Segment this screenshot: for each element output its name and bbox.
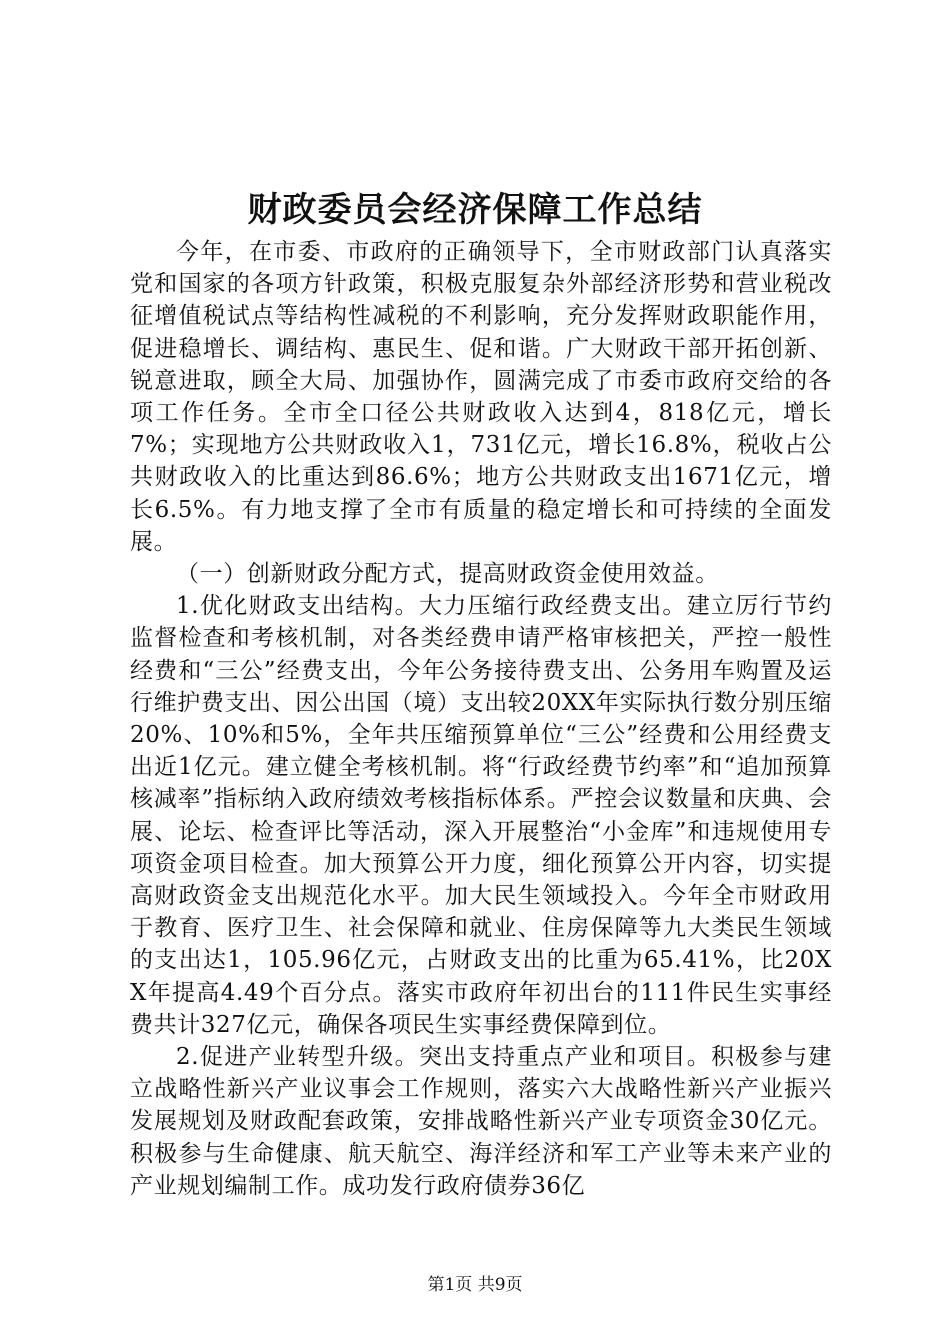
paragraph-intro: 今年，在市委、市政府的正确领导下，全市财政部门认真落实党和国家的各项方针政策，积极克服复杂外部经济形势和营业税改征增值税试点等结构性减税的不利影响，充分发挥财政职能作用，促进稳增长、调结构、惠民生、促和谐。广大财政干部开拓创新、锐意进取，顾全大局、加强协作，圆满完成了市委市政府交给的各项工作任务。全市全口径公共财政收入达到4，818亿元，增长7%；实现地方公共财政收入1，731亿元，增长16.8%，税收占公共财政收入的比重达到86.6%；地方公共财政支出1671亿元，增长6.5%。有力地支撑了全市有质量的稳定增长和可持续的全面发展。: [130, 239, 832, 555]
section-heading: （一）创新财政分配方式，提高财政资金使用效益。: [176, 561, 719, 588]
document-body: [130, 236, 832, 1202]
document-title: 财政委员会经济保障工作总结: [247, 190, 703, 230]
paragraph-item-1: 1.优化财政支出结构。大力压缩行政经费支出。建立厉行节约监督检查和考核机制，对各类经费申请严格审核把关，严控一般性经费和“三公”经费支出，今年公务接待费支出、公务用车购置及运行维护费支出、因公出国（境）支出较20XX年实际执行数分别压缩20%、10%和5%，全年共压缩预算单位“三公”经费和公用经费支出近1亿元。建立健全考核机制。将“行政经费节约率”和“追加预算核减率”指标纳入政府绩效考核指标体系。严控会议数量和庆典、会展、论坛、检查评比等活动，深入开展整治“小金库”和违规使用专项资金项目检查。加大预算公开力度，细化预算公开内容，切实提高财政资金支出规范化水平。加大民生领域投入。今年全市财政用于教育、医疗卫生、社会保障和就业、住房保障等九大类民生领域的支出达1，105.96亿元，占财政支出的比重为65.41%，比20XX年提高4.49个百分点。落实市政府年初出台的111件民生实事经费共计327亿元，确保各项民生实事经费保障到位。: [130, 593, 832, 1038]
paragraph-item-2: 2.促进产业转型升级。突出支持重点产业和项目。积极参与建立战略性新兴产业议事会工作规则，落实六大战略性新兴产业振兴发展规划及财政配套政策，安排战略性新兴产业专项资金30亿元。积极参与生命健康、航天航空、海洋经济和军工产业等未来产业的产业规划编制工作。成功发行政府债券36亿: [130, 1044, 832, 1199]
page-footer: 第1页 共9页: [427, 1275, 523, 1295]
